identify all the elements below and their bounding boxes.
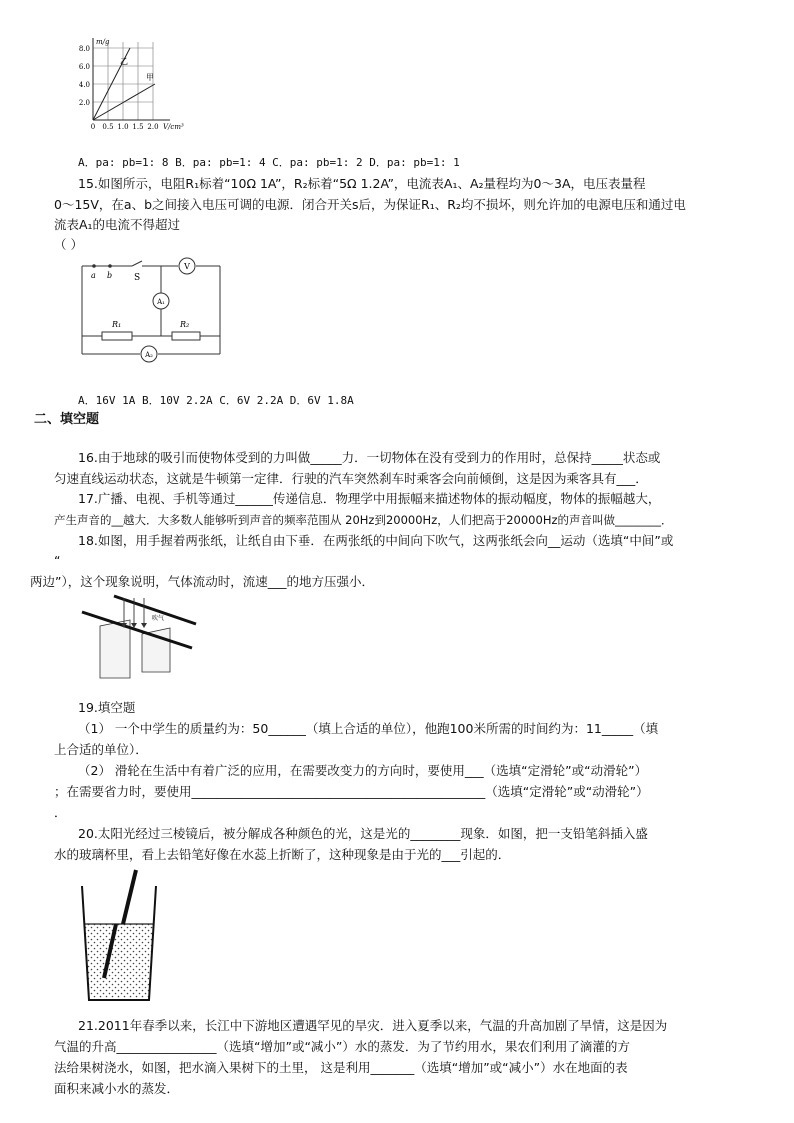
q17-line-1: 17.广播、电视、手机等通过______传递信息．物理学中用振幅来描述物体的振动幅度，物体的振幅越大， xyxy=(78,491,661,506)
label-s: S xyxy=(134,273,141,283)
x-tick: 1.5 xyxy=(132,123,144,131)
q18-line-3: 两边”），这个现象说明，气体流动时，流速___的地方压强小． xyxy=(30,574,374,589)
q21-line-2: 气温的升高________________（选填“增加”或“减小”）水的蒸发．为了节约用水，果农们利用了滴灌的方 xyxy=(54,1039,630,1054)
line-yi-label: 乙 xyxy=(120,57,128,66)
q18-line-1: 18.如图，用手握着两张纸，让纸自由下垂．在两张纸的中间向下吹气，这两张纸会向__运动（选填“中间”或 xyxy=(78,533,674,548)
resistor-r1 xyxy=(102,332,132,340)
blow-label: 吹气 xyxy=(152,615,165,622)
label-r2: R₂ xyxy=(180,320,190,329)
q15-line-2: 0～15V，在a、b之间接入电压可调的电源．闭合开关s后，为保证R₁、R₂均不损坏，则允许加的电源电压和通过电 xyxy=(54,197,686,212)
paper-sheet-right xyxy=(142,628,170,672)
q15-line-1: 15.如图所示，电阻R₁标着“10Ω 1A”，R₂标着“5Ω 1.2A”，电流表A₁、A₂量程均为0～3A，电压表量程 xyxy=(78,176,646,191)
q15-line-3: 流表A₁的电流不得超过 xyxy=(54,217,181,232)
mass-volume-graph xyxy=(70,34,200,134)
label-a1: A₁ xyxy=(157,298,165,306)
q16-line-1: 16.由于地球的吸引而使物体受到的力叫做_____力．一切物体在没有受到力的作用时，总保持_____状态或 xyxy=(78,450,661,465)
line-jia-label: 甲 xyxy=(146,73,154,82)
arrow-down-icon xyxy=(141,623,147,628)
resistor-r2 xyxy=(172,332,200,340)
circuit-diagram xyxy=(78,254,228,364)
label-a2: A₂ xyxy=(145,351,153,359)
q20-line-2: 水的玻璃杯里，看上去铅笔好像在水蕊上折断了，这种现象是由于光的___引起的． xyxy=(54,847,511,862)
q19-item-2-cont: ；在需要省力时，要使用_______________________________________________（选填“定滑轮”或“动滑轮”） xyxy=(54,784,649,799)
q17-line-2: 产生声音的__越大．大多数人能够听到声音的频率范围从 20Hz到20000Hz，人们把高于20000Hz的声音叫做________． xyxy=(54,513,673,527)
q19-item-2: （2） 滑轮在生活中有着广泛的应用，在需要改变力的方向时，要使用___（选填“定滑轮”或“动滑轮”） xyxy=(78,763,648,778)
q15-options: A．16V 1A B．10V 2.2A C．6V 2.2A D．6V 1.8A xyxy=(78,394,354,407)
q15-answer-paren: （ ） xyxy=(54,237,83,252)
q21-line-1: 21.2011年春季以来，长江中下游地区遭遇罕见的旱灾．进入夏季以来，气温的升高加剧了旱情，这是因为 xyxy=(78,1018,668,1033)
terminal-b xyxy=(108,264,112,268)
x-tick: 0 xyxy=(90,123,96,131)
graph-grid xyxy=(93,42,153,120)
label-v: V xyxy=(184,262,190,271)
x-tick: 0.5 xyxy=(102,123,114,131)
label-b: b xyxy=(107,271,113,280)
q21-line-4: 面积来减小水的蒸发． xyxy=(54,1081,180,1096)
q19-item-1-cont: 上合适的单位）． xyxy=(54,742,148,757)
x-axis-label: V/cm³ xyxy=(163,123,184,131)
q19-item-2-end: ． xyxy=(54,805,67,820)
q21-line-3: 法给果树浇水，如图，把水滴入果树下的土里， 这是利用_______（选填“增加”或“减小”）水在地面的表 xyxy=(54,1060,628,1075)
y-tick: 8.0 xyxy=(78,45,90,53)
terminal-a xyxy=(92,264,96,268)
glass-pencil-figure xyxy=(78,866,168,1006)
q16-line-2: 匀速直线运动状态，这就是牛顿第一定律．行驶的汽车突然刹车时乘客会向前倾倒，这是因为乘客具有___． xyxy=(54,471,648,486)
paper-sheet-left xyxy=(100,620,130,678)
y-tick: 6.0 xyxy=(78,63,90,71)
pencil-above xyxy=(123,870,136,924)
water xyxy=(84,924,154,998)
q19-title: 19.填空题 xyxy=(78,700,136,715)
q14-options: A．pa: pb=1: 8 B．pa: pb=1: 4 C．pa: pb=1: 2 D．pa: pb=1: 1 xyxy=(78,156,460,169)
y-axis-label: m/g xyxy=(96,38,110,46)
q20-line-1: 20.太阳光经过三棱镜后，被分解成各种颜色的光，这是光的________现象．如图，把一支铅笔斜插入盛 xyxy=(78,826,648,841)
y-tick: 4.0 xyxy=(78,81,90,89)
q19-item-1: （1） 一个中学生的质量约为：50______（填上合适的单位），他跑100米所需的时间约为：11_____（填 xyxy=(78,721,659,736)
label-r1: R₁ xyxy=(112,320,122,329)
x-tick: 2.0 xyxy=(147,123,159,131)
label-a: a xyxy=(91,271,96,280)
section-title: 二、填空题 xyxy=(34,412,100,427)
paper-blowing-figure xyxy=(80,590,200,682)
q18-line-2: “ xyxy=(54,553,61,568)
x-tick: 1.0 xyxy=(117,123,129,131)
y-tick: 2.0 xyxy=(78,99,90,107)
